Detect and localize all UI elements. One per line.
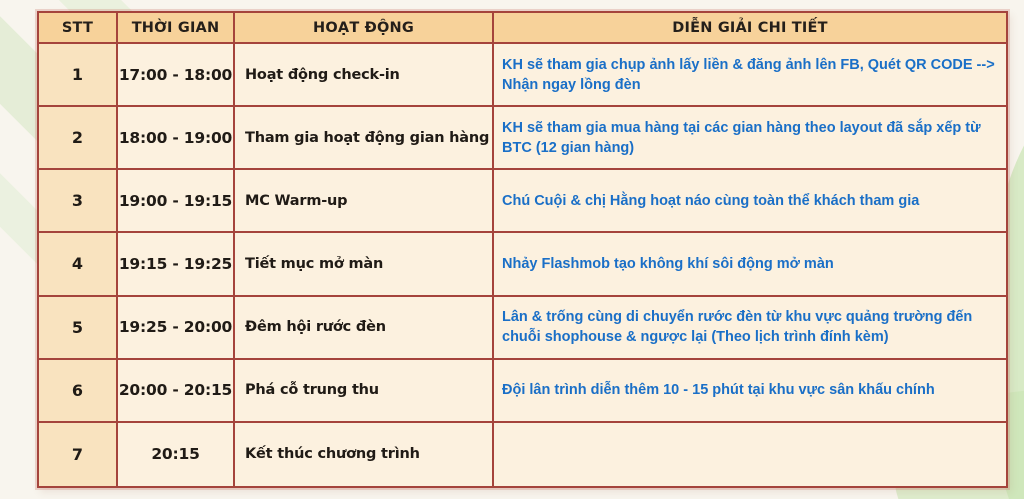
- activity-cell-text: MC Warm-up: [245, 192, 348, 209]
- time-cell: [118, 297, 235, 360]
- row-number-cell: [39, 297, 118, 360]
- row-number-cell-text: 5: [71, 317, 84, 337]
- time-cell: [118, 360, 235, 423]
- time-cell: [118, 233, 235, 296]
- time-cell-text: 18:00 - 19:00: [118, 128, 233, 147]
- time-cell: [118, 423, 235, 486]
- time-cell-text: 19:25 - 20:00: [118, 318, 233, 337]
- activity-cell-text: Kết thúc chương trình: [245, 446, 420, 463]
- activity-cell: [235, 107, 494, 170]
- detail-cell: [494, 360, 1006, 423]
- detail-cell: [494, 170, 1006, 233]
- row-number-cell-text: 6: [71, 380, 84, 400]
- activity-cell: [235, 233, 494, 296]
- detail-cell-text: KH sẽ tham gia mua hàng tại các gian hàng theo layout đã sắp xếp từ BTC (12 gian hàng): [502, 119, 981, 156]
- header-cell-stt: STT: [39, 13, 118, 44]
- activity-cell-text: Đêm hội rước đèn: [245, 319, 386, 336]
- detail-cell: [494, 423, 1006, 486]
- time-cell: [118, 170, 235, 233]
- header-cell-detail: DIỄN GIẢI CHI TIẾT: [494, 13, 1006, 44]
- row-number-cell-text: 1: [71, 65, 84, 85]
- detail-cell: [494, 297, 1006, 360]
- row-number-cell: [39, 170, 118, 233]
- detail-cell-text: Đội lân trình diễn thêm 10 - 15 phút tại khu vực sân khấu chính: [502, 382, 935, 399]
- activity-cell-text: Tham gia hoạt động gian hàng: [245, 129, 490, 146]
- activity-cell-text: Hoạt động check-in: [245, 66, 400, 83]
- time-cell-text: 19:00 - 19:15: [118, 191, 233, 210]
- row-number-cell-text: 7: [71, 444, 84, 464]
- detail-cell: [494, 233, 1006, 296]
- time-cell-text: 20:00 - 20:15: [118, 381, 233, 400]
- time-cell: [118, 107, 235, 170]
- activity-cell: [235, 44, 494, 107]
- detail-cell-text: Lân & trống cùng di chuyển rước đèn từ khu vực quảng trường đến chuỗi shophouse & ngược lại (Theo lịch trình đính kèm): [502, 309, 973, 346]
- header-cell-activity: HOẠT ĐỘNG: [235, 13, 494, 44]
- activity-cell: [235, 297, 494, 360]
- row-number-cell: [39, 107, 118, 170]
- schedule-table: [37, 11, 1008, 488]
- row-number-cell: [39, 233, 118, 296]
- row-number-cell-text: 2: [71, 128, 84, 148]
- activity-cell: [235, 423, 494, 486]
- detail-cell: [494, 44, 1006, 107]
- detail-cell-text: KH sẽ tham gia chụp ảnh lấy liền & đăng ảnh lên FB, Quét QR CODE --> Nhận ngay lồng đèn: [502, 56, 995, 93]
- detail-cell-text: Nhảy Flashmob tạo không khí sôi động mở màn: [502, 255, 834, 272]
- activity-cell: [235, 170, 494, 233]
- time-cell-text: 17:00 - 18:00: [118, 65, 233, 84]
- activity-cell-text: Tiết mục mở màn: [245, 255, 384, 272]
- row-number-cell: [39, 360, 118, 423]
- row-number-cell-text: 3: [71, 191, 84, 211]
- row-number-cell: [39, 44, 118, 107]
- row-number-cell: [39, 423, 118, 486]
- activity-cell: [235, 360, 494, 423]
- detail-cell: [494, 107, 1006, 170]
- time-cell: [118, 44, 235, 107]
- time-cell-text: 20:15: [151, 445, 200, 464]
- row-number-cell-text: 4: [71, 254, 84, 274]
- activity-cell-text: Phá cỗ trung thu: [245, 382, 379, 399]
- header-cell-time: THỜI GIAN: [118, 13, 235, 44]
- time-cell-text: 19:15 - 19:25: [118, 254, 233, 273]
- detail-cell-text: Chú Cuội & chị Hằng hoạt náo cùng toàn thể khách tham gia: [502, 192, 920, 209]
